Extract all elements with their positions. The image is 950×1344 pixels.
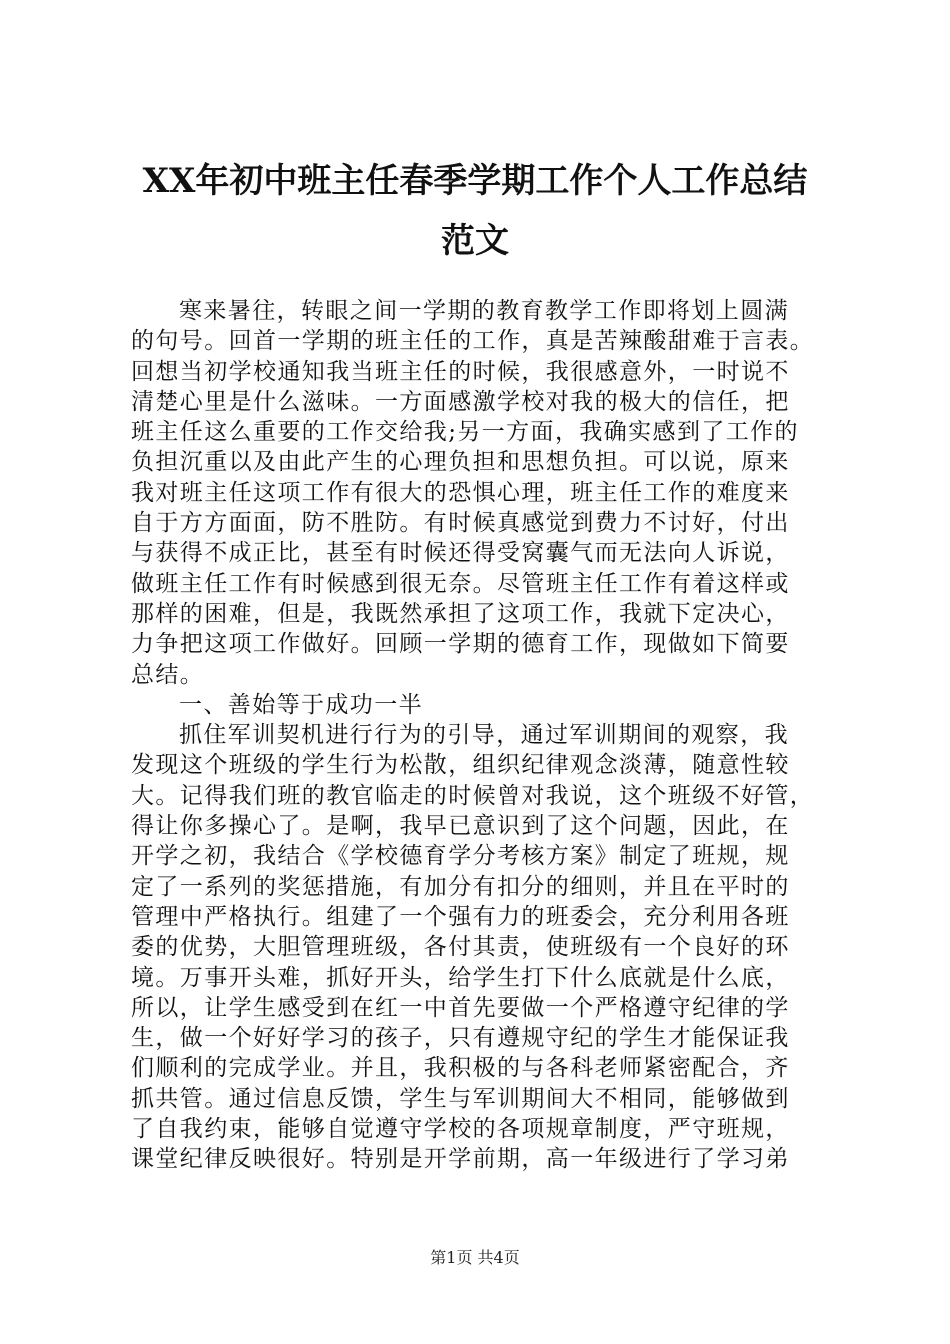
body-line: 定了一系列的奖惩措施，有加分有扣分的细则，并且在平时的 bbox=[131, 873, 790, 900]
document-title-line-2: 范文 bbox=[441, 221, 509, 261]
body-line: 做班主任工作有时候感到很无奈。尽管班主任工作有着这样或 bbox=[131, 570, 790, 597]
body-line: 一、善始等于成功一半 bbox=[179, 691, 423, 718]
document-title-line-1: XX年初中班主任春季学期工作个人工作总结 bbox=[142, 161, 808, 201]
body-line: 清楚心里是什么滋味。一方面感激学校对我的极大的信任，把 bbox=[131, 388, 790, 415]
body-line: 委的优势，大胆管理班级，各付其责，使班级有一个良好的环 bbox=[131, 934, 790, 961]
body-line: 我对班主任这项工作有很大的恐惧心理，班主任工作的难度来 bbox=[131, 479, 790, 506]
body-line: 自于方方面面，防不胜防。有时候真感觉到费力不讨好，付出 bbox=[131, 510, 790, 537]
body-line: 了自我约束，能够自觉遵守学校的各项规章制度，严守班规， bbox=[131, 1116, 790, 1143]
body-line: 境。万事开头难，抓好开头，给学生打下什么底就是什么底， bbox=[131, 964, 790, 991]
body-line: 力争把这项工作做好。回顾一学期的德育工作，现做如下简要 bbox=[131, 631, 790, 658]
body-line: 课堂纪律反映很好。特别是开学前期，高一年级进行了学习弟 bbox=[131, 1146, 790, 1173]
body-line: 寒来暑往，转眼之间一学期的教育教学工作即将划上圆满 bbox=[179, 298, 789, 324]
body-line: 与获得不成正比，甚至有时候还得受窝囊气而无法向人诉说， bbox=[131, 540, 790, 567]
body-line: 管理中严格执行。组建了一个强有力的班委会，充分利用各班 bbox=[131, 903, 790, 930]
body-line: 生，做一个好好学习的孩子，只有遵规守纪的学生才能保证我 bbox=[131, 1025, 790, 1052]
document-body bbox=[131, 296, 831, 1175]
body-line: 所以，让学生感受到在红一中首先要做一个严格遵守纪律的学 bbox=[131, 994, 790, 1021]
body-line: 回想当初学校通知我当班主任的时候，我很感意外，一时说不 bbox=[131, 358, 790, 385]
body-line: 大。记得我们班的教官临走的时候曾对我说，这个班级不好管， bbox=[131, 782, 815, 809]
body-line: 那样的困难，但是，我既然承担了这项工作，我就下定决心， bbox=[131, 600, 790, 627]
body-line: 总结。 bbox=[131, 661, 205, 688]
body-line: 抓住军训契机进行行为的引导，通过军训期间的观察，我 bbox=[179, 722, 789, 749]
body-line: 负担沉重以及由此产生的心理负担和思想负担。可以说，原来 bbox=[131, 449, 790, 476]
body-line: 的句号。回首一学期的班主任的工作，真是苦辣酸甜难于言表。 bbox=[131, 328, 815, 355]
body-line: 开学之初，我结合《学校德育学分考核方案》制定了班规，规 bbox=[131, 843, 790, 870]
body-line: 班主任这么重要的工作交给我;另一方面，我确实感到了工作的 bbox=[131, 419, 799, 446]
body-line: 抓共管。通过信息反馈，学生与军训期间大不相同，能够做到 bbox=[131, 1085, 790, 1112]
body-line: 得让你多操心了。是啊，我早已意识到了这个问题，因此，在 bbox=[131, 813, 790, 840]
body-line: 们顺利的完成学业。并且，我积极的与各科老师紧密配合，齐 bbox=[131, 1055, 790, 1082]
body-line: 发现这个班级的学生行为松散，组织纪律观念淡薄，随意性较 bbox=[131, 752, 790, 779]
page-footer: 第1页 共4页 bbox=[430, 1248, 520, 1267]
